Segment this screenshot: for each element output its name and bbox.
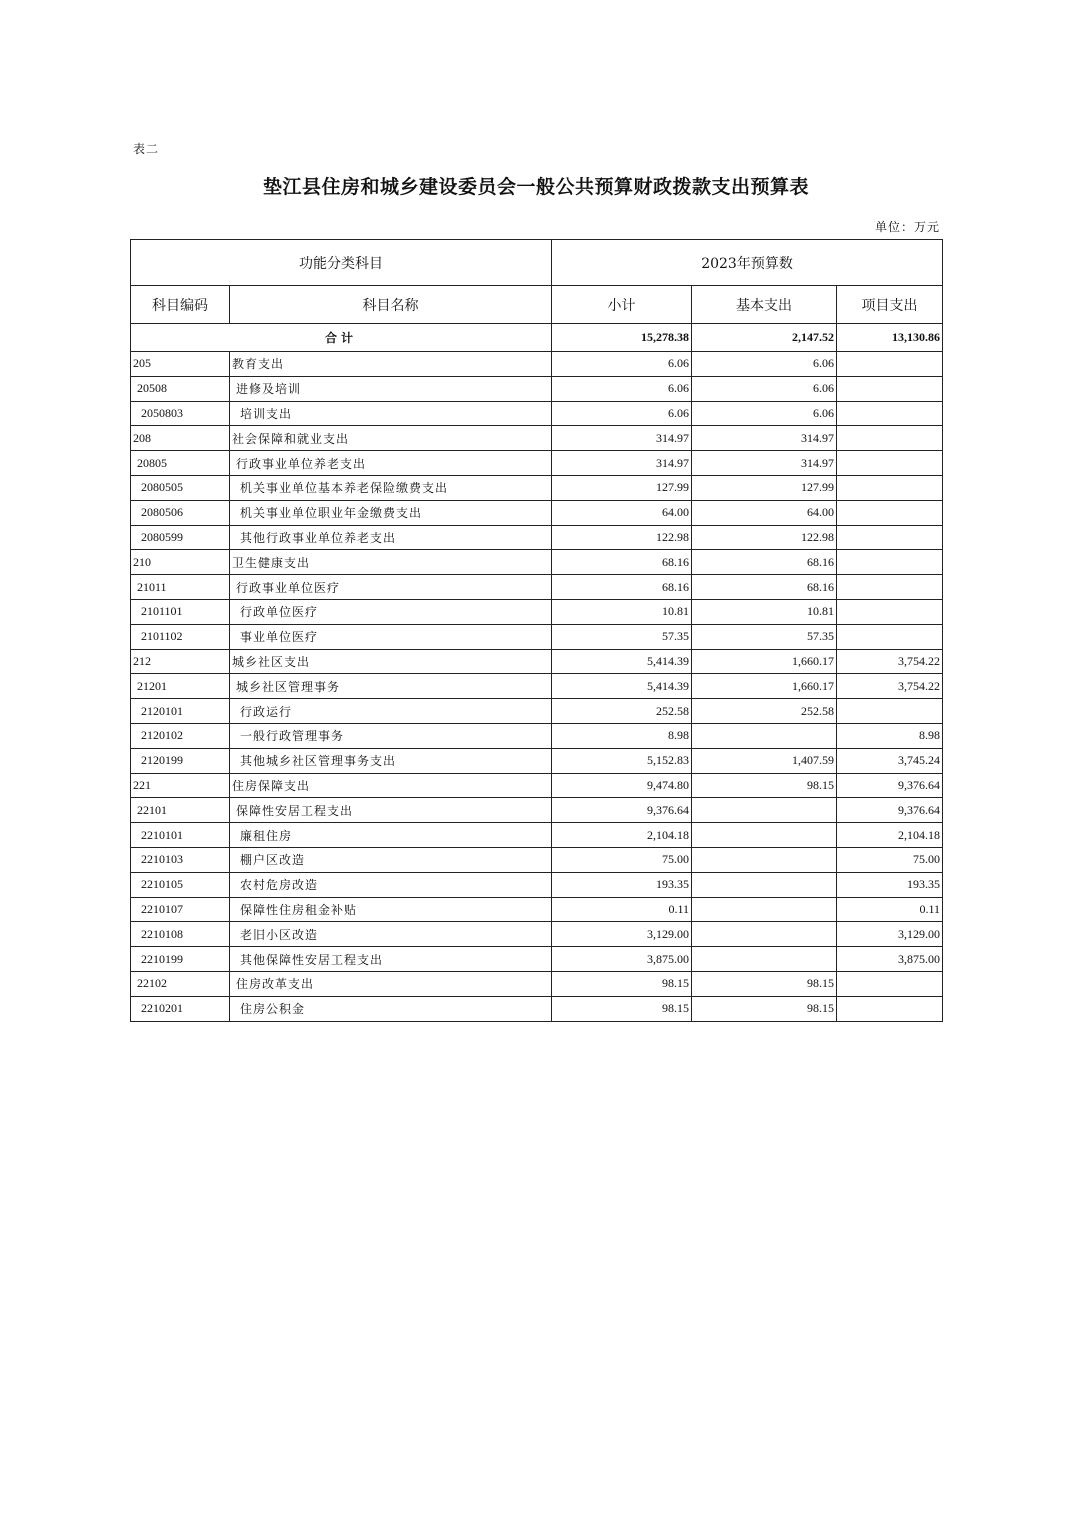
row-subtotal: 3,129.00 — [552, 922, 692, 947]
row-name: 其他行政事业单位养老支出 — [230, 525, 552, 550]
row-basic: 314.97 — [692, 426, 837, 451]
header-basic: 基本支出 — [692, 286, 837, 324]
row-name: 保障性住房租金补贴 — [230, 897, 552, 922]
table-row — [131, 971, 943, 996]
row-project — [837, 996, 943, 1021]
row-basic: 314.97 — [692, 451, 837, 476]
row-subtotal: 314.97 — [552, 451, 692, 476]
row-name: 城乡社区支出 — [230, 649, 552, 674]
row-basic: 98.15 — [692, 971, 837, 996]
header-code: 科目编码 — [131, 286, 230, 324]
row-project — [837, 971, 943, 996]
row-basic: 68.16 — [692, 550, 837, 575]
row-name: 机关事业单位基本养老保险缴费支出 — [230, 475, 552, 500]
row-code: 2210199 — [131, 947, 230, 972]
row-basic — [692, 872, 837, 897]
header-subtotal: 小计 — [552, 286, 692, 324]
row-code: 22101 — [131, 798, 230, 823]
row-code: 208 — [131, 426, 230, 451]
row-basic: 1,407.59 — [692, 748, 837, 773]
table-row — [131, 525, 943, 550]
row-code: 212 — [131, 649, 230, 674]
row-name: 保障性安居工程支出 — [230, 798, 552, 823]
table-row — [131, 922, 943, 947]
header-functional-classification: 功能分类科目 — [131, 240, 552, 286]
row-code: 2210103 — [131, 847, 230, 872]
row-project: 9,376.64 — [837, 798, 943, 823]
row-name: 其他保障性安居工程支出 — [230, 947, 552, 972]
row-subtotal: 64.00 — [552, 500, 692, 525]
row-basic: 98.15 — [692, 773, 837, 798]
row-subtotal: 0.11 — [552, 897, 692, 922]
row-subtotal: 10.81 — [552, 599, 692, 624]
document-title: 垫江县住房和城乡建设委员会一般公共预算财政拨款支出预算表 — [262, 176, 809, 198]
row-code: 2120101 — [131, 699, 230, 724]
row-subtotal: 75.00 — [552, 847, 692, 872]
table-row — [131, 352, 943, 377]
table-row — [131, 550, 943, 575]
row-subtotal: 2,104.18 — [552, 823, 692, 848]
table-row — [131, 996, 943, 1021]
row-basic — [692, 798, 837, 823]
row-code: 205 — [131, 352, 230, 377]
row-project — [837, 352, 943, 377]
row-project — [837, 624, 943, 649]
row-code: 2210105 — [131, 872, 230, 897]
row-name: 城乡社区管理事务 — [230, 674, 552, 699]
row-basic: 10.81 — [692, 599, 837, 624]
header-row-group — [131, 240, 943, 286]
row-basic: 6.06 — [692, 352, 837, 377]
row-name: 住房公积金 — [230, 996, 552, 1021]
row-project — [837, 599, 943, 624]
row-name: 老旧小区改造 — [230, 922, 552, 947]
total-project: 13,130.86 — [837, 324, 943, 352]
header-budget-year: 2023年预算数 — [552, 240, 943, 286]
row-name: 进修及培训 — [230, 376, 552, 401]
row-project: 0.11 — [837, 897, 943, 922]
table-row — [131, 624, 943, 649]
row-name: 教育支出 — [230, 352, 552, 377]
row-subtotal: 68.16 — [552, 575, 692, 600]
table-row — [131, 748, 943, 773]
row-subtotal: 252.58 — [552, 699, 692, 724]
row-subtotal: 5,414.39 — [552, 649, 692, 674]
row-code: 20805 — [131, 451, 230, 476]
table-row — [131, 376, 943, 401]
row-code: 2050803 — [131, 401, 230, 426]
header-row-columns — [131, 286, 943, 324]
row-code: 2080599 — [131, 525, 230, 550]
table-row — [131, 599, 943, 624]
row-project: 3,129.00 — [837, 922, 943, 947]
row-basic: 68.16 — [692, 575, 837, 600]
table-row — [131, 575, 943, 600]
unit-note: 单位：万元 — [874, 220, 940, 234]
table-row — [131, 823, 943, 848]
row-basic — [692, 847, 837, 872]
row-subtotal: 6.06 — [552, 376, 692, 401]
row-basic: 64.00 — [692, 500, 837, 525]
row-project — [837, 376, 943, 401]
row-subtotal: 6.06 — [552, 401, 692, 426]
row-subtotal: 98.15 — [552, 996, 692, 1021]
row-basic: 252.58 — [692, 699, 837, 724]
row-project — [837, 475, 943, 500]
row-subtotal: 3,875.00 — [552, 947, 692, 972]
row-basic: 1,660.17 — [692, 674, 837, 699]
row-basic: 1,660.17 — [692, 649, 837, 674]
row-project — [837, 699, 943, 724]
row-subtotal: 5,152.83 — [552, 748, 692, 773]
budget-table — [130, 239, 943, 1022]
row-name: 行政单位医疗 — [230, 599, 552, 624]
row-name: 住房改革支出 — [230, 971, 552, 996]
row-code: 210 — [131, 550, 230, 575]
row-code: 2101101 — [131, 599, 230, 624]
table-row — [131, 674, 943, 699]
table-row — [131, 847, 943, 872]
row-code: 2101102 — [131, 624, 230, 649]
row-project: 8.98 — [837, 723, 943, 748]
row-code: 2120199 — [131, 748, 230, 773]
row-subtotal: 6.06 — [552, 352, 692, 377]
row-subtotal: 127.99 — [552, 475, 692, 500]
row-code: 221 — [131, 773, 230, 798]
total-label: 合计 — [131, 324, 552, 352]
row-project: 3,745.24 — [837, 748, 943, 773]
table-row — [131, 475, 943, 500]
table-row — [131, 699, 943, 724]
table-row — [131, 773, 943, 798]
row-basic — [692, 922, 837, 947]
row-code: 21011 — [131, 575, 230, 600]
row-name: 培训支出 — [230, 401, 552, 426]
row-project: 75.00 — [837, 847, 943, 872]
row-name: 住房保障支出 — [230, 773, 552, 798]
table-row — [131, 798, 943, 823]
row-subtotal: 8.98 — [552, 723, 692, 748]
row-basic: 98.15 — [692, 996, 837, 1021]
row-subtotal: 9,376.64 — [552, 798, 692, 823]
row-project — [837, 550, 943, 575]
row-project: 193.35 — [837, 872, 943, 897]
row-project: 9,376.64 — [837, 773, 943, 798]
row-project: 3,754.22 — [837, 674, 943, 699]
row-name: 行政事业单位医疗 — [230, 575, 552, 600]
row-basic — [692, 823, 837, 848]
header-project: 项目支出 — [837, 286, 943, 324]
row-name: 卫生健康支出 — [230, 550, 552, 575]
row-project: 3,754.22 — [837, 649, 943, 674]
table-row — [131, 649, 943, 674]
table-row — [131, 401, 943, 426]
table-label: 表二 — [133, 142, 160, 156]
row-basic: 6.06 — [692, 376, 837, 401]
row-code: 20508 — [131, 376, 230, 401]
row-name: 农村危房改造 — [230, 872, 552, 897]
row-project — [837, 451, 943, 476]
row-code: 2120102 — [131, 723, 230, 748]
row-code: 2210201 — [131, 996, 230, 1021]
row-subtotal: 98.15 — [552, 971, 692, 996]
row-subtotal: 193.35 — [552, 872, 692, 897]
row-name: 一般行政管理事务 — [230, 723, 552, 748]
row-name: 机关事业单位职业年金缴费支出 — [230, 500, 552, 525]
row-project: 2,104.18 — [837, 823, 943, 848]
row-name: 事业单位医疗 — [230, 624, 552, 649]
row-code: 2080505 — [131, 475, 230, 500]
table-row — [131, 872, 943, 897]
row-basic — [692, 947, 837, 972]
row-name: 其他城乡社区管理事务支出 — [230, 748, 552, 773]
row-project — [837, 401, 943, 426]
row-basic: 57.35 — [692, 624, 837, 649]
row-subtotal: 314.97 — [552, 426, 692, 451]
row-subtotal: 57.35 — [552, 624, 692, 649]
row-basic — [692, 897, 837, 922]
row-code: 2080506 — [131, 500, 230, 525]
total-basic: 2,147.52 — [692, 324, 837, 352]
row-code: 22102 — [131, 971, 230, 996]
row-name: 行政运行 — [230, 699, 552, 724]
row-project — [837, 525, 943, 550]
row-subtotal: 68.16 — [552, 550, 692, 575]
row-basic: 122.98 — [692, 525, 837, 550]
table-row — [131, 500, 943, 525]
row-subtotal: 122.98 — [552, 525, 692, 550]
row-project: 3,875.00 — [837, 947, 943, 972]
total-subtotal: 15,278.38 — [552, 324, 692, 352]
row-project — [837, 500, 943, 525]
row-project — [837, 426, 943, 451]
row-basic — [692, 723, 837, 748]
row-name: 行政事业单位养老支出 — [230, 451, 552, 476]
table-row — [131, 451, 943, 476]
row-name: 廉租住房 — [230, 823, 552, 848]
row-code: 21201 — [131, 674, 230, 699]
header-name: 科目名称 — [230, 286, 552, 324]
total-row — [131, 324, 943, 352]
table-row — [131, 426, 943, 451]
table-row — [131, 723, 943, 748]
row-code: 2210107 — [131, 897, 230, 922]
row-name: 社会保障和就业支出 — [230, 426, 552, 451]
row-code: 2210108 — [131, 922, 230, 947]
row-basic: 6.06 — [692, 401, 837, 426]
row-subtotal: 5,414.39 — [552, 674, 692, 699]
row-project — [837, 575, 943, 600]
row-name: 棚户区改造 — [230, 847, 552, 872]
table-row — [131, 897, 943, 922]
row-basic: 127.99 — [692, 475, 837, 500]
row-code: 2210101 — [131, 823, 230, 848]
table-row — [131, 947, 943, 972]
row-subtotal: 9,474.80 — [552, 773, 692, 798]
